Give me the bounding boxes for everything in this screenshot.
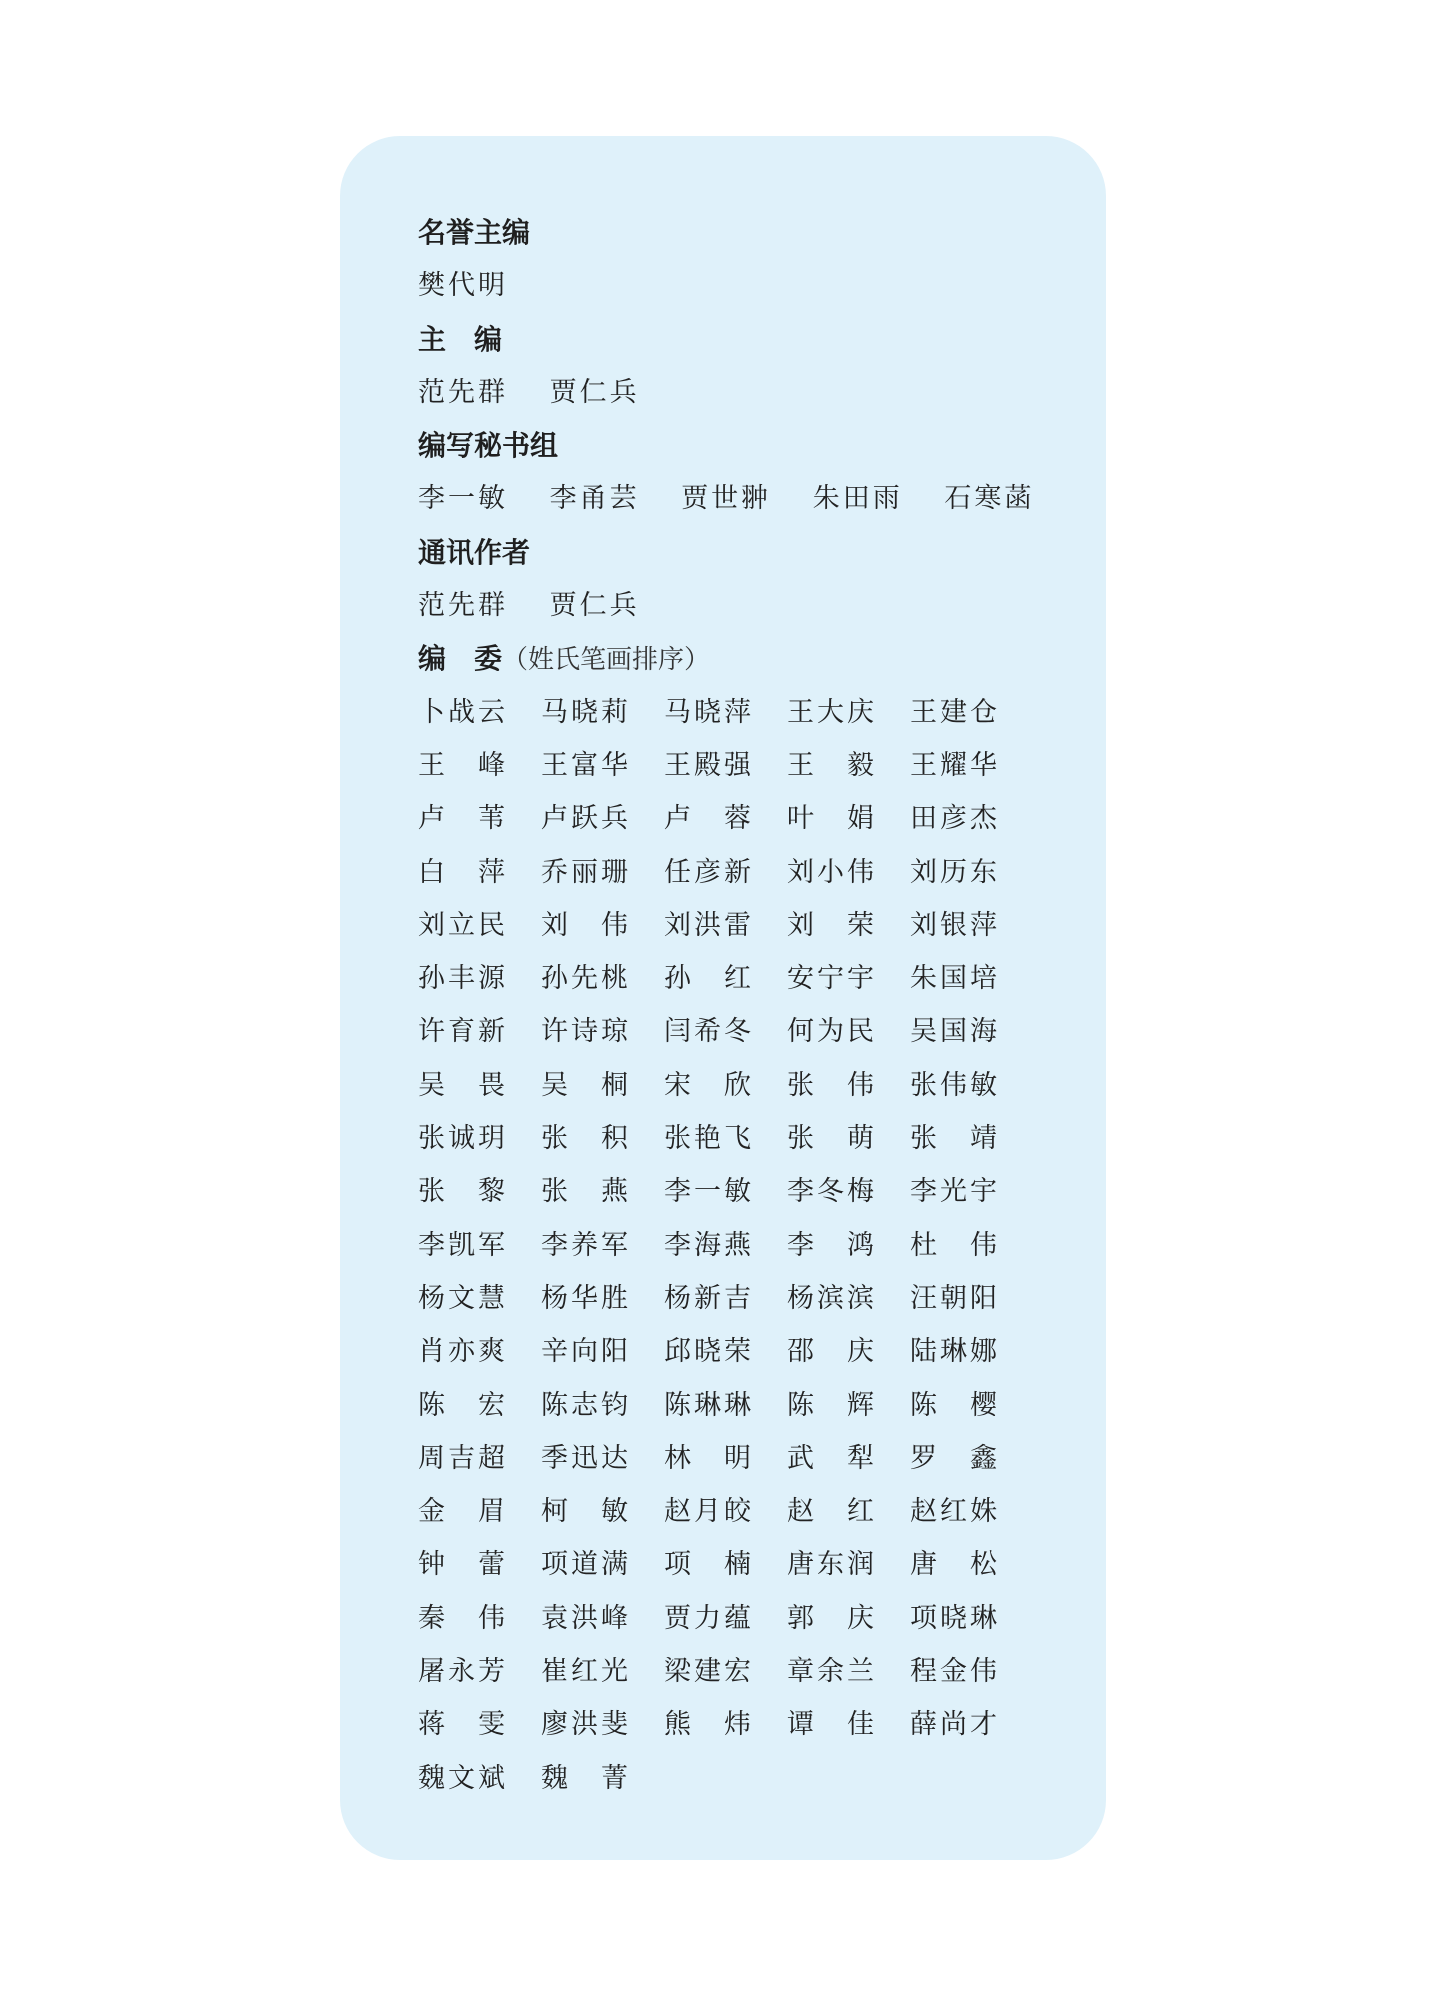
board-member-name: 陈琳琳 (664, 1389, 751, 1421)
board-member-name: 卢 苇 (418, 803, 505, 835)
editorial-board-row (418, 1165, 1058, 1218)
board-member-name: 林 明 (664, 1442, 751, 1474)
board-member-name: 卢 蓉 (664, 803, 751, 835)
board-member-name: 项晓琳 (910, 1602, 997, 1634)
board-member-name: 孙丰源 (418, 963, 505, 995)
board-member-name: 章余兰 (787, 1656, 874, 1688)
editorial-board-row (418, 1059, 1058, 1112)
board-member-name: 孙 红 (664, 963, 751, 995)
board-member-name: 陈 辉 (787, 1389, 874, 1421)
chief-editor-names (418, 366, 1058, 419)
board-member-name: 孙先桃 (541, 963, 628, 995)
board-member-name: 陆琳娜 (910, 1336, 997, 1368)
board-member-name: 邵 庆 (787, 1336, 874, 1368)
board-member-name: 吴 畏 (418, 1069, 505, 1101)
editorial-board-row (418, 739, 1058, 792)
board-member-name: 刘银萍 (910, 909, 997, 941)
board-member-name: 刘立民 (418, 909, 505, 941)
credits-panel (340, 136, 1106, 1860)
editorial-board-row (418, 899, 1058, 952)
board-member-name: 何为民 (787, 1016, 874, 1048)
name: 贾世翀 (681, 483, 769, 515)
editorial-board-row (418, 686, 1058, 739)
board-member-name: 刘历东 (910, 856, 997, 888)
board-member-name: 安宁宇 (787, 963, 874, 995)
board-member-name: 杜 伟 (910, 1229, 997, 1261)
board-member-name: 蒋 雯 (418, 1709, 505, 1741)
editorial-board-row (418, 792, 1058, 845)
board-member-name: 刘 荣 (787, 909, 874, 941)
name: 范先群 (418, 590, 505, 622)
board-member-name: 项道满 (541, 1549, 628, 1581)
corresponding-author-names (418, 579, 1058, 632)
board-member-name: 屠永芳 (418, 1656, 505, 1688)
board-member-name: 马晓萍 (664, 696, 751, 728)
board-member-name: 李光宇 (910, 1176, 997, 1208)
board-member-name: 陈 樱 (910, 1389, 997, 1421)
board-member-name: 张 燕 (541, 1176, 628, 1208)
board-member-name: 王富华 (541, 749, 628, 781)
board-member-name: 李养军 (541, 1229, 628, 1261)
board-member-name: 杨华胜 (541, 1282, 628, 1314)
editorial-board-heading (418, 632, 1058, 685)
board-member-name: 吴 桐 (541, 1069, 628, 1101)
board-member-name: 李凯军 (418, 1229, 505, 1261)
board-member-name: 任彦新 (664, 856, 751, 888)
editorial-board-row (418, 1325, 1058, 1378)
board-member-name: 王殿强 (664, 749, 751, 781)
board-member-name: 张 靖 (910, 1123, 997, 1155)
board-member-name: 王 峰 (418, 749, 505, 781)
board-member-name: 卢跃兵 (541, 803, 628, 835)
editorial-board-list (418, 686, 1058, 1805)
board-member-name: 唐东润 (787, 1549, 874, 1581)
board-member-name: 项 楠 (664, 1549, 751, 1581)
editorial-board-row (418, 1485, 1058, 1538)
board-member-name: 周吉超 (418, 1442, 505, 1474)
editorial-board-row (418, 1645, 1058, 1698)
board-member-name: 罗 鑫 (910, 1442, 997, 1474)
honorary-editor-names (418, 259, 1058, 312)
board-member-name: 杨滨滨 (787, 1282, 874, 1314)
board-member-name: 李海燕 (664, 1229, 751, 1261)
board-member-name: 熊 炜 (664, 1709, 751, 1741)
board-member-name: 魏 菁 (541, 1762, 628, 1794)
board-member-name: 唐 松 (910, 1549, 997, 1581)
board-member-name: 李冬梅 (787, 1176, 874, 1208)
board-member-name: 卜战云 (418, 696, 505, 728)
honorary-editor-title: 名誉主编 (418, 216, 531, 249)
board-member-name: 田彦杰 (910, 803, 997, 835)
board-member-name: 张诚玥 (418, 1123, 505, 1155)
board-member-name: 赵红姝 (910, 1496, 997, 1528)
editorial-board-row (418, 1538, 1058, 1591)
board-member-name: 吴国海 (910, 1016, 997, 1048)
board-member-name: 陈 宏 (418, 1389, 505, 1421)
board-member-name: 柯 敏 (541, 1496, 628, 1528)
board-member-name: 袁洪峰 (541, 1602, 628, 1634)
editorial-board-row (418, 1698, 1058, 1751)
board-member-name: 许诗琼 (541, 1016, 628, 1048)
board-member-name: 刘 伟 (541, 909, 628, 941)
editorial-board-row (418, 1432, 1058, 1485)
board-member-name: 李一敏 (664, 1176, 751, 1208)
secretariat-title: 编写秘书组 (418, 429, 559, 463)
editorial-board-row (418, 1219, 1058, 1272)
editorial-board-title: 编 委 (418, 642, 503, 676)
name: 贾仁兵 (549, 376, 637, 408)
board-member-name: 张 伟 (787, 1069, 874, 1101)
board-member-name: 杨新吉 (664, 1282, 751, 1314)
secretariat-heading (418, 419, 1058, 472)
board-member-name: 王耀华 (910, 749, 997, 781)
board-member-name: 赵月皎 (664, 1496, 751, 1528)
board-member-name: 李 鸿 (787, 1229, 874, 1261)
board-member-name: 朱国培 (910, 963, 997, 995)
board-member-name: 张艳飞 (664, 1123, 751, 1155)
name: 范先群 (418, 376, 505, 408)
board-member-name: 宋 欣 (664, 1069, 751, 1101)
name: 李甬芸 (549, 483, 637, 515)
board-member-name: 张 萌 (787, 1123, 874, 1155)
name: 石寒菡 (944, 483, 1032, 515)
board-member-name: 马晓莉 (541, 696, 628, 728)
board-member-name: 刘小伟 (787, 856, 874, 888)
editorial-board-row (418, 846, 1058, 899)
board-member-name: 叶 娟 (787, 803, 874, 835)
name: 李一敏 (418, 483, 505, 515)
chief-editor-heading (418, 313, 1058, 366)
board-member-name: 王 毅 (787, 749, 874, 781)
board-member-name: 魏文斌 (418, 1762, 505, 1794)
board-member-name: 赵 红 (787, 1496, 874, 1528)
board-member-name: 邱晓荣 (664, 1336, 751, 1368)
board-member-name: 刘洪雷 (664, 909, 751, 941)
board-member-name: 辛向阳 (541, 1336, 628, 1368)
board-member-name: 秦 伟 (418, 1602, 505, 1634)
credits-content (418, 206, 1058, 1805)
board-member-name: 郭 庆 (787, 1602, 874, 1634)
board-member-name: 许育新 (418, 1016, 505, 1048)
editorial-board-row (418, 1752, 1058, 1805)
board-member-name: 薛尚才 (910, 1709, 997, 1741)
board-member-name: 杨文慧 (418, 1282, 505, 1314)
board-member-name: 张 黎 (418, 1176, 505, 1208)
secretariat-names (418, 472, 1058, 525)
board-member-name: 钟 蕾 (418, 1549, 505, 1581)
board-member-name: 乔丽珊 (541, 856, 628, 888)
board-member-name: 贾力蕴 (664, 1602, 751, 1634)
board-member-name: 王大庆 (787, 696, 874, 728)
board-member-name: 崔红光 (541, 1656, 628, 1688)
editorial-board-row (418, 1272, 1058, 1325)
board-member-name: 王建仓 (910, 696, 997, 728)
board-member-name: 张 积 (541, 1123, 628, 1155)
board-member-name: 闫希冬 (664, 1016, 751, 1048)
board-member-name: 季迅达 (541, 1442, 628, 1474)
board-member-name: 谭 佳 (787, 1709, 874, 1741)
editorial-board-row (418, 952, 1058, 1005)
corresponding-author-heading (418, 526, 1058, 579)
board-member-name: 陈志钧 (541, 1389, 628, 1421)
editorial-board-note: （姓氏笔画排序） (502, 645, 711, 676)
board-member-name: 汪朝阳 (910, 1282, 997, 1314)
name: 樊代明 (418, 270, 505, 302)
chief-editor-title: 主 编 (418, 322, 503, 356)
honorary-editor-heading (418, 206, 1058, 259)
board-member-name: 肖亦爽 (418, 1336, 505, 1368)
board-member-name: 白 萍 (418, 856, 505, 888)
editorial-board-row (418, 1592, 1058, 1645)
board-member-name: 程金伟 (910, 1656, 997, 1688)
name: 朱田雨 (812, 483, 900, 515)
board-member-name: 金 眉 (418, 1496, 505, 1528)
editorial-board-row (418, 1005, 1058, 1058)
board-member-name: 梁建宏 (664, 1656, 751, 1688)
corresponding-author-title: 通讯作者 (418, 535, 531, 569)
editorial-board-row (418, 1379, 1058, 1432)
board-member-name: 张伟敏 (910, 1069, 997, 1101)
board-member-name: 武 犁 (787, 1442, 874, 1474)
name: 贾仁兵 (549, 590, 637, 622)
editorial-board-row (418, 1112, 1058, 1165)
board-member-name: 廖洪斐 (541, 1709, 628, 1741)
